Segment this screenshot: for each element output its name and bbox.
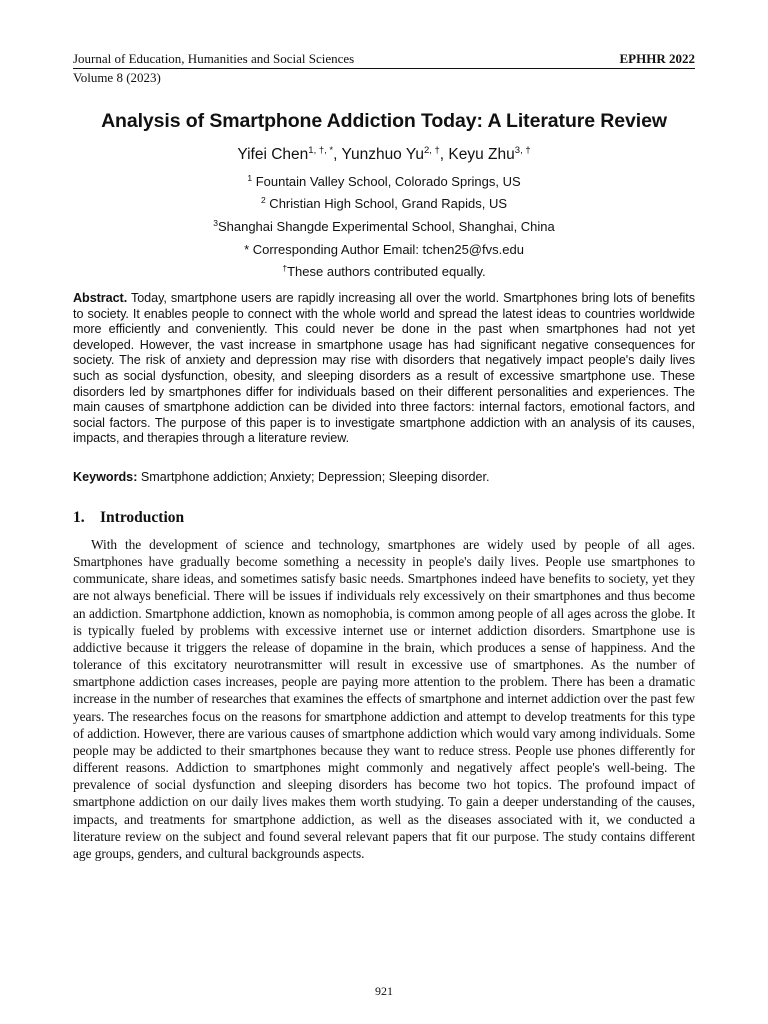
affiliation-2 (40, 196, 728, 211)
equal-contribution-mark: † (282, 263, 288, 273)
running-header (73, 51, 695, 86)
equal-contribution-note (40, 264, 728, 279)
author-marks: 2, † (423, 145, 440, 156)
abstract-label: Abstract. (73, 291, 128, 305)
affiliation-text: Fountain Valley School, Colorado Springs, US (252, 174, 521, 189)
abstract (73, 291, 695, 447)
author-separator: , (439, 146, 449, 163)
equal-contribution-text: These authors contributed equally. (287, 264, 486, 279)
keywords-text: Smartphone addiction; Anxiety; Depression; Sleeping disorder. (137, 470, 490, 484)
author-name: Keyu Zhu (448, 146, 515, 163)
affiliation-mark: 1 (247, 173, 253, 183)
author-name: Yunzhuo Yu (341, 146, 424, 163)
section-heading (73, 509, 184, 527)
journal-name: Journal of Education, Humanities and Social Sciences (73, 51, 355, 66)
keywords (73, 470, 695, 484)
affiliation-mark: 2 (260, 195, 266, 205)
section-number: 1. (73, 509, 85, 526)
keywords-label: Keywords: (73, 470, 138, 484)
affiliation-text: Shanghai Shangde Experimental School, Shanghai, China (217, 219, 555, 234)
author-marks: 3, † (514, 145, 531, 156)
section-title: Introduction (100, 509, 185, 526)
page-number: 921 (375, 984, 393, 998)
affiliation-1 (40, 174, 728, 189)
author-marks: 1, †, * (308, 145, 334, 156)
affiliation-3 (40, 219, 728, 234)
volume-info: Volume 8 (2023) (73, 70, 161, 85)
affiliation-text: Christian High School, Grand Rapids, US (265, 196, 508, 211)
paper-title: Analysis of Smartphone Addiction Today: A Literature Review (101, 110, 667, 132)
author-separator: , (333, 146, 342, 163)
author-list (40, 146, 728, 164)
conference-name: EPHHR 2022 (619, 51, 695, 66)
abstract-text: Today, smartphone users are rapidly increasing all over the world. Smartphones bring lots of benefits to society. It enables people to connect with the whole world and spread the latest ideas to countries worldwide more efficiently and conveniently. This could never be done in the past when smartphones had not yet developed. However, the vast increase in smartphone usage has had significant negative consequences for society. The risk of anxiety and depression may rise with disorders that negatively impact people's daily lives such as social dysfunction, obesity, and sleeping disorders as a result of excessive smartphone use. These disorders led by smartphones differ for individuals based on their different personalities and experiences. The main causes of smartphone addiction can be divided into three factors: internal factors, emotional factors, and social factors. The purpose of this paper is to investigate smartphone addiction with an analysis of its causes, impacts, and therapies through a literature review. (73, 291, 695, 446)
affiliation-mark: 3 (213, 218, 218, 228)
corresponding-author: * Corresponding Author Email: tchen25@fvs.edu (244, 242, 524, 257)
author-name: Yifei Chen (237, 146, 309, 163)
section-body: With the development of science and technology, smartphones are widely used by people of all ages. Smartphones have gradually become something a necessity in people's daily lives. People use smartphones to communicate, share ideas, and sometimes satisfy basic needs. Smartphones indeed have benefits to society, yet they are not always beneficial. There will be issues if individuals rely excessively on their smartphones and thus become an addiction. Smartphone addiction, known as nomophobia, is common among people of all ages across the globe. It is typically fueled by problems with excessive internet use or internet addiction disorders. Smartphone use is addictive because it triggers the release of dopamine in the brain, which produces a sense of happiness. And the tolerance of this excitatory neurotransmitter will result in excessive use of smartphones. As the number of smartphone addiction cases increases, people are paying more attention to the problem. There has been a dramatic increase in the number of researches that examines the effects of smartphone and internet addiction over the past few years. The researches focus on the reasons for smartphone addiction and attempt to develop treatments for this type of addiction. However, there are various causes of smartphone addiction which would vary among individuals. Some people may be addicted to their smartphones because they want to reduce stress. People use phones differently for different reasons. Addiction to smartphones might commonly and negatively affect people's well-being. The prevalence of social dysfunction and sleeping disorders has become two hot topics. The profound impact of smartphone addiction on our daily lives makes them worth studying. To gain a deeper understanding of the causes, impacts, and treatments for smartphone addiction, as well as the diseases associated with it, we conducted a literature review on the subject and found several relevant papers that fit our purpose. The study contains different age groups, genders, and cultural backgrounds aspects. (73, 537, 695, 861)
